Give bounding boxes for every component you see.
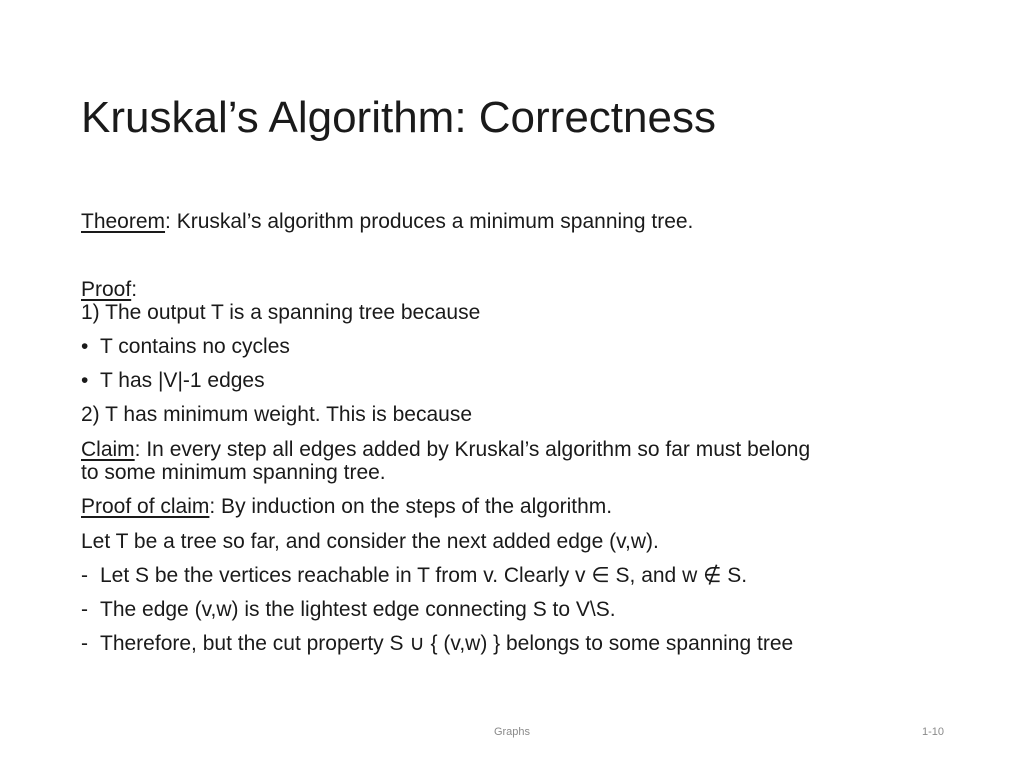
dash-marker: - [81, 632, 88, 655]
proof-of-claim-label: Proof of claim [81, 495, 210, 518]
dash-text: Therefore, but the cut property S ∪ { (v,w) } belongs to some spanning tree [100, 632, 794, 655]
claim-line-continued: to some minimum spanning tree. [81, 461, 386, 484]
dash-item [81, 564, 747, 588]
dash-marker: - [81, 564, 88, 587]
theorem-line [81, 210, 693, 234]
footer-page-number: 1-10 [921, 726, 944, 738]
bullet-text: T has |V|-1 edges [100, 369, 265, 392]
proof-step-2: 2) T has minimum weight. This is because [81, 403, 473, 426]
dash-marker: - [81, 598, 88, 621]
bullet-text: T contains no cycles [100, 335, 290, 358]
let-line: Let T be a tree so far, and consider the next added edge (v,w). [81, 530, 659, 553]
dash-text: The edge (v,w) is the lightest edge connecting S to V\S. [100, 598, 616, 621]
dash-item [81, 598, 616, 622]
bullet-marker: • [81, 335, 89, 358]
footer-title: Graphs [493, 726, 531, 738]
bullet-item [81, 335, 290, 359]
claim-label: Claim [81, 438, 135, 461]
theorem-text: : Kruskal’s algorithm produces a minimum spanning tree. [165, 210, 694, 233]
slide-title: Kruskal’s Algorithm: Correctness [81, 93, 716, 142]
proof-heading [81, 278, 137, 302]
claim-line [81, 438, 810, 462]
proof-of-claim-line [81, 495, 612, 519]
bullet-marker: • [81, 369, 89, 392]
dash-text: Let S be the vertices reachable in T from v. Clearly v ∈ S, and w ∉ S. [100, 564, 748, 587]
proof-label: Proof [81, 278, 132, 301]
proof-of-claim-text: : By induction on the steps of the algorithm. [209, 495, 613, 518]
dash-item [81, 632, 793, 656]
proof-colon: : [131, 278, 138, 301]
theorem-label: Theorem [81, 210, 166, 233]
claim-text: : In every step all edges added by Kruskal’s algorithm so far must belong [134, 438, 811, 461]
bullet-item [81, 369, 265, 393]
proof-step-1: 1) The output T is a spanning tree because [81, 301, 481, 324]
